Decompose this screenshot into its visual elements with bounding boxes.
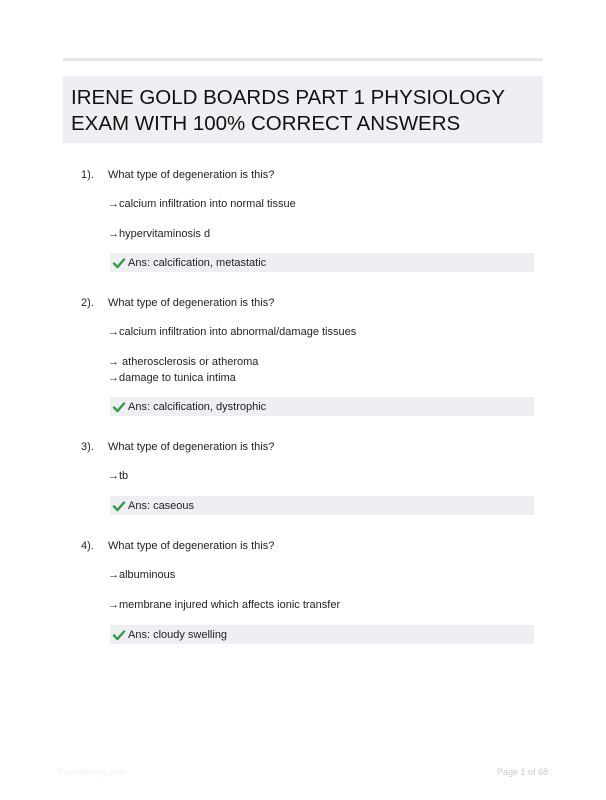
top-divider [63,58,543,61]
check-icon [112,628,126,642]
answer-box [110,253,534,272]
question-note: →hypervitaminosis d [108,228,211,240]
question-note: →albuminous [108,569,176,581]
check-icon [112,499,126,513]
footer-watermark: Paperlibrary.com [58,767,126,777]
check-icon [112,400,126,414]
question-note: →calcium infiltration into normal tissue [108,198,296,210]
check-icon [112,256,126,270]
question-note: →tb [108,470,129,482]
question-text: What type of degeneration is this? [108,441,275,453]
answer-box [110,625,534,644]
answer-box [110,397,534,416]
answer-text: Ans: calcification, metastatic [128,256,267,269]
answer-text: Ans: cloudy swelling [128,628,228,641]
question-number: 1). [81,169,94,181]
question-note: →membrane injured which affects ionic transfer [108,599,341,611]
question-note: →calcium infiltration into abnormal/damage tissues [108,326,357,338]
page-title [63,76,543,143]
question-number: 2). [81,297,94,309]
title-line-1: IRENE GOLD BOARDS PART 1 PHYSIOLOGY [71,86,506,109]
question-text: What type of degeneration is this? [108,169,275,181]
question-text: What type of degeneration is this? [108,540,275,552]
question-note: →damage to tunica intima [108,372,236,384]
title-line-2: EXAM WITH 100% CORRECT ANSWERS [71,112,461,135]
answer-text: Ans: caseous [128,499,195,512]
question-note: → atherosclerosis or atheroma [108,356,259,368]
page-indicator: Page 1 of 68 [496,767,548,777]
question-number: 3). [81,441,94,453]
question-number: 4). [81,540,94,552]
answer-text: Ans: calcification, dystrophic [128,400,267,413]
question-text: What type of degeneration is this? [108,297,275,309]
answer-box [110,496,534,515]
